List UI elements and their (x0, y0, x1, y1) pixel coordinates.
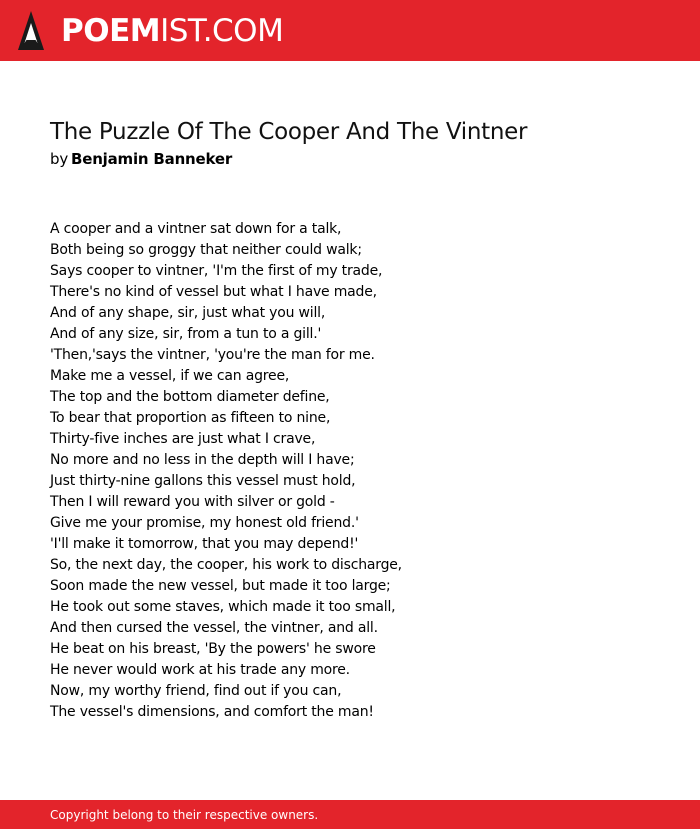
site-footer (0, 800, 700, 829)
pencil-icon[interactable] (17, 10, 45, 52)
poem-line: Says cooper to vintner, 'I'm the first of my trade, (50, 263, 383, 279)
site-header (0, 0, 700, 61)
poem-line: Make me a vessel, if we can agree, (50, 368, 290, 384)
site-logo[interactable] (61, 11, 283, 51)
poem-line: There's no kind of vessel but what I have made, (50, 284, 377, 300)
poem-line: Now, my worthy friend, find out if you can, (50, 683, 342, 699)
poem-line: Give me your promise, my honest old friend.' (50, 515, 359, 531)
poem-line: So, the next day, the cooper, his work to discharge, (50, 557, 402, 573)
poem-line: 'I'll make it tomorrow, that you may depend!' (50, 536, 359, 552)
poem-line: Both being so groggy that neither could walk; (50, 242, 362, 258)
poem-line: Soon made the new vessel, but made it too large; (50, 578, 391, 594)
poem-line: 'Then,'says the vintner, 'you're the man for me. (50, 347, 375, 363)
poem-line: To bear that proportion as fifteen to nine, (50, 410, 331, 426)
poem-title: The Puzzle Of The Cooper And The Vintner (50, 119, 528, 145)
poem-line: He took out some staves, which made it too small, (50, 599, 396, 615)
poem-line: A cooper and a vintner sat down for a talk, (50, 221, 342, 237)
poem-line: And of any size, sir, from a tun to a gill.' (50, 326, 322, 342)
byline (50, 149, 232, 169)
poem-line: The vessel's dimensions, and comfort the man! (50, 704, 374, 720)
poem-line: Then I will reward you with silver or gold - (50, 494, 335, 510)
copyright-text: Copyright belong to their respective owners. (50, 808, 319, 822)
author-name: Benjamin Banneker (71, 150, 233, 168)
logo-light-text: IST.COM (160, 13, 284, 49)
poem-line: The top and the bottom diameter define, (50, 389, 330, 405)
poem-line: And of any shape, sir, just what you will, (50, 305, 326, 321)
poem-line: And then cursed the vessel, the vintner, and all. (50, 620, 378, 636)
by-label: by (50, 150, 68, 168)
poem-line: He never would work at his trade any more. (50, 662, 350, 678)
poem-line: He beat on his breast, 'By the powers' he swore (50, 641, 376, 657)
logo-bold-text: POEM (61, 13, 161, 49)
poem-line: Just thirty-nine gallons this vessel must hold, (50, 473, 356, 489)
poem-line: Thirty-five inches are just what I crave, (50, 431, 316, 447)
poem-body (50, 219, 670, 723)
poem-line: No more and no less in the depth will I have; (50, 452, 355, 468)
